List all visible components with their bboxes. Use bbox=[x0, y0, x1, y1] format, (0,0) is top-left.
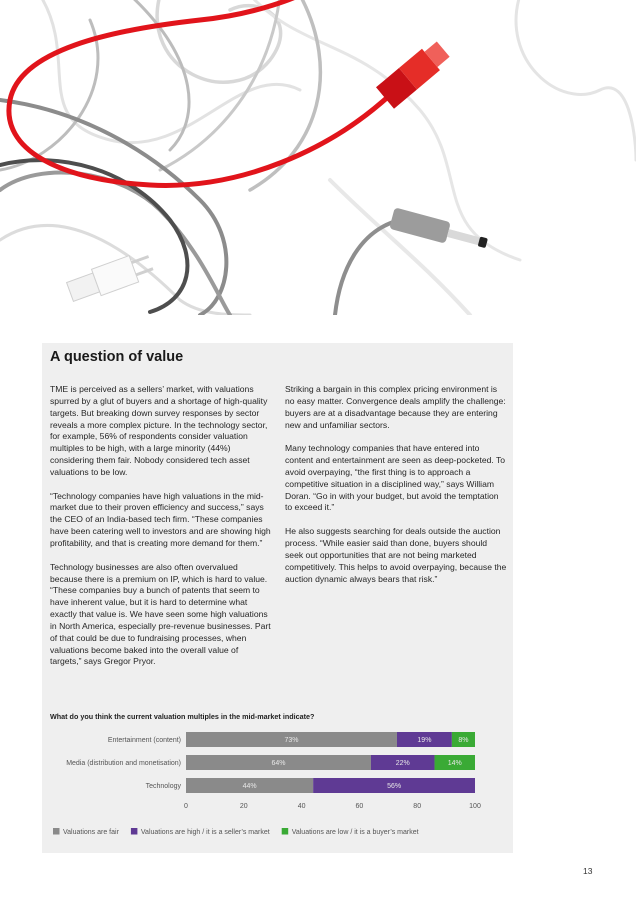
legend-label: Valuations are fair bbox=[63, 829, 119, 836]
chart-title: What do you think the current valuation multiples in the mid-market indicate? bbox=[50, 712, 315, 721]
legend-swatch-series-0 bbox=[53, 828, 60, 835]
article-heading: A question of value bbox=[50, 349, 184, 365]
bar-data-label: 14% bbox=[447, 760, 462, 768]
bar-data-label: 44% bbox=[242, 783, 257, 791]
paragraph: Striking a bargain in this complex pricing environment is no easy matter. Convergence deals amplify the challenge: buyers are at a disadvantage because they are entering new and unfamiliar sectors. bbox=[285, 384, 506, 430]
x-tick-label: 60 bbox=[355, 803, 364, 810]
paragraph: He also suggests searching for deals outside the auction process. “While easier said than done, buyers should seek out opportunities that are not being marketed competitively. This helps to avoid overpaying, because the auction dynamic always bears that risk.” bbox=[285, 526, 507, 584]
valuation-multiples-chart bbox=[42, 723, 513, 853]
x-tick-label: 20 bbox=[239, 803, 248, 810]
article-panel bbox=[42, 343, 513, 853]
category-label: Media (distribution and monetisation) bbox=[66, 760, 181, 768]
bar-data-label: 19% bbox=[417, 737, 432, 745]
category-label: Technology bbox=[145, 783, 181, 791]
x-tick-label: 40 bbox=[297, 803, 306, 810]
bar-data-label: 73% bbox=[284, 737, 299, 745]
category-label: Entertainment (content) bbox=[107, 737, 181, 745]
legend-swatch-series-1 bbox=[131, 828, 138, 835]
bar-data-label: 56% bbox=[387, 783, 402, 791]
bar-data-label: 64% bbox=[271, 760, 286, 768]
legend-label: Valuations are low / it is a buyer’s market bbox=[291, 829, 419, 836]
paragraph: Many technology companies that have entered into content and entertainment are seen as deep-pocketed. To avoid overpaying, “the first thing is to approach a competitive situation in a disciplined way,” says William Doran. “Go in with your budget, but avoid the temptation to exceed it.” bbox=[285, 443, 506, 513]
legend-swatch-series-2 bbox=[282, 828, 289, 835]
article-right-column bbox=[285, 384, 507, 597]
page-number: 13 bbox=[583, 866, 593, 876]
x-tick-label: 100 bbox=[469, 803, 481, 810]
article-left-column bbox=[50, 384, 272, 680]
bar-data-label: 8% bbox=[458, 737, 469, 745]
paragraph: “Technology companies have high valuations in the mid-market due to their proven efficiency and success,” says the CEO of an India-based tech firm. “These companies have been catering well to investors and are showing high profitability, and that is creating more demand for them.” bbox=[50, 490, 271, 548]
paragraph: Technology businesses are also often overvalued because there is a premium on IP, which is hard to value. “These companies buy a bunch of patents that seem to have inherent value, but it is hard to determine what exactly that value is. We have seen some high valuations in North America, especially pre-revenue businesses. Part of that could be due to fundraising processes, when valuations become baked into the overall value of targets,” says Gregor Pryor. bbox=[50, 561, 271, 667]
x-tick-label: 80 bbox=[413, 803, 422, 810]
hero-illustration-cables bbox=[0, 0, 636, 315]
x-tick-label: 0 bbox=[184, 803, 188, 810]
bar-data-label: 22% bbox=[395, 760, 410, 768]
paragraph: TME is perceived as a sellers’ market, with valuations spurred by a glut of buyers and a shortage of high-quality targets. But breaking down survey responses by sector reveals a more complex picture. In the technology sector, for example, 56% of respondents consider valuation multiples to be high, with a large minority (44%) considering them fair. Nobody considered tech asset valuations to be low. bbox=[50, 384, 268, 477]
legend-label: Valuations are high / it is a seller’s market bbox=[140, 829, 270, 836]
